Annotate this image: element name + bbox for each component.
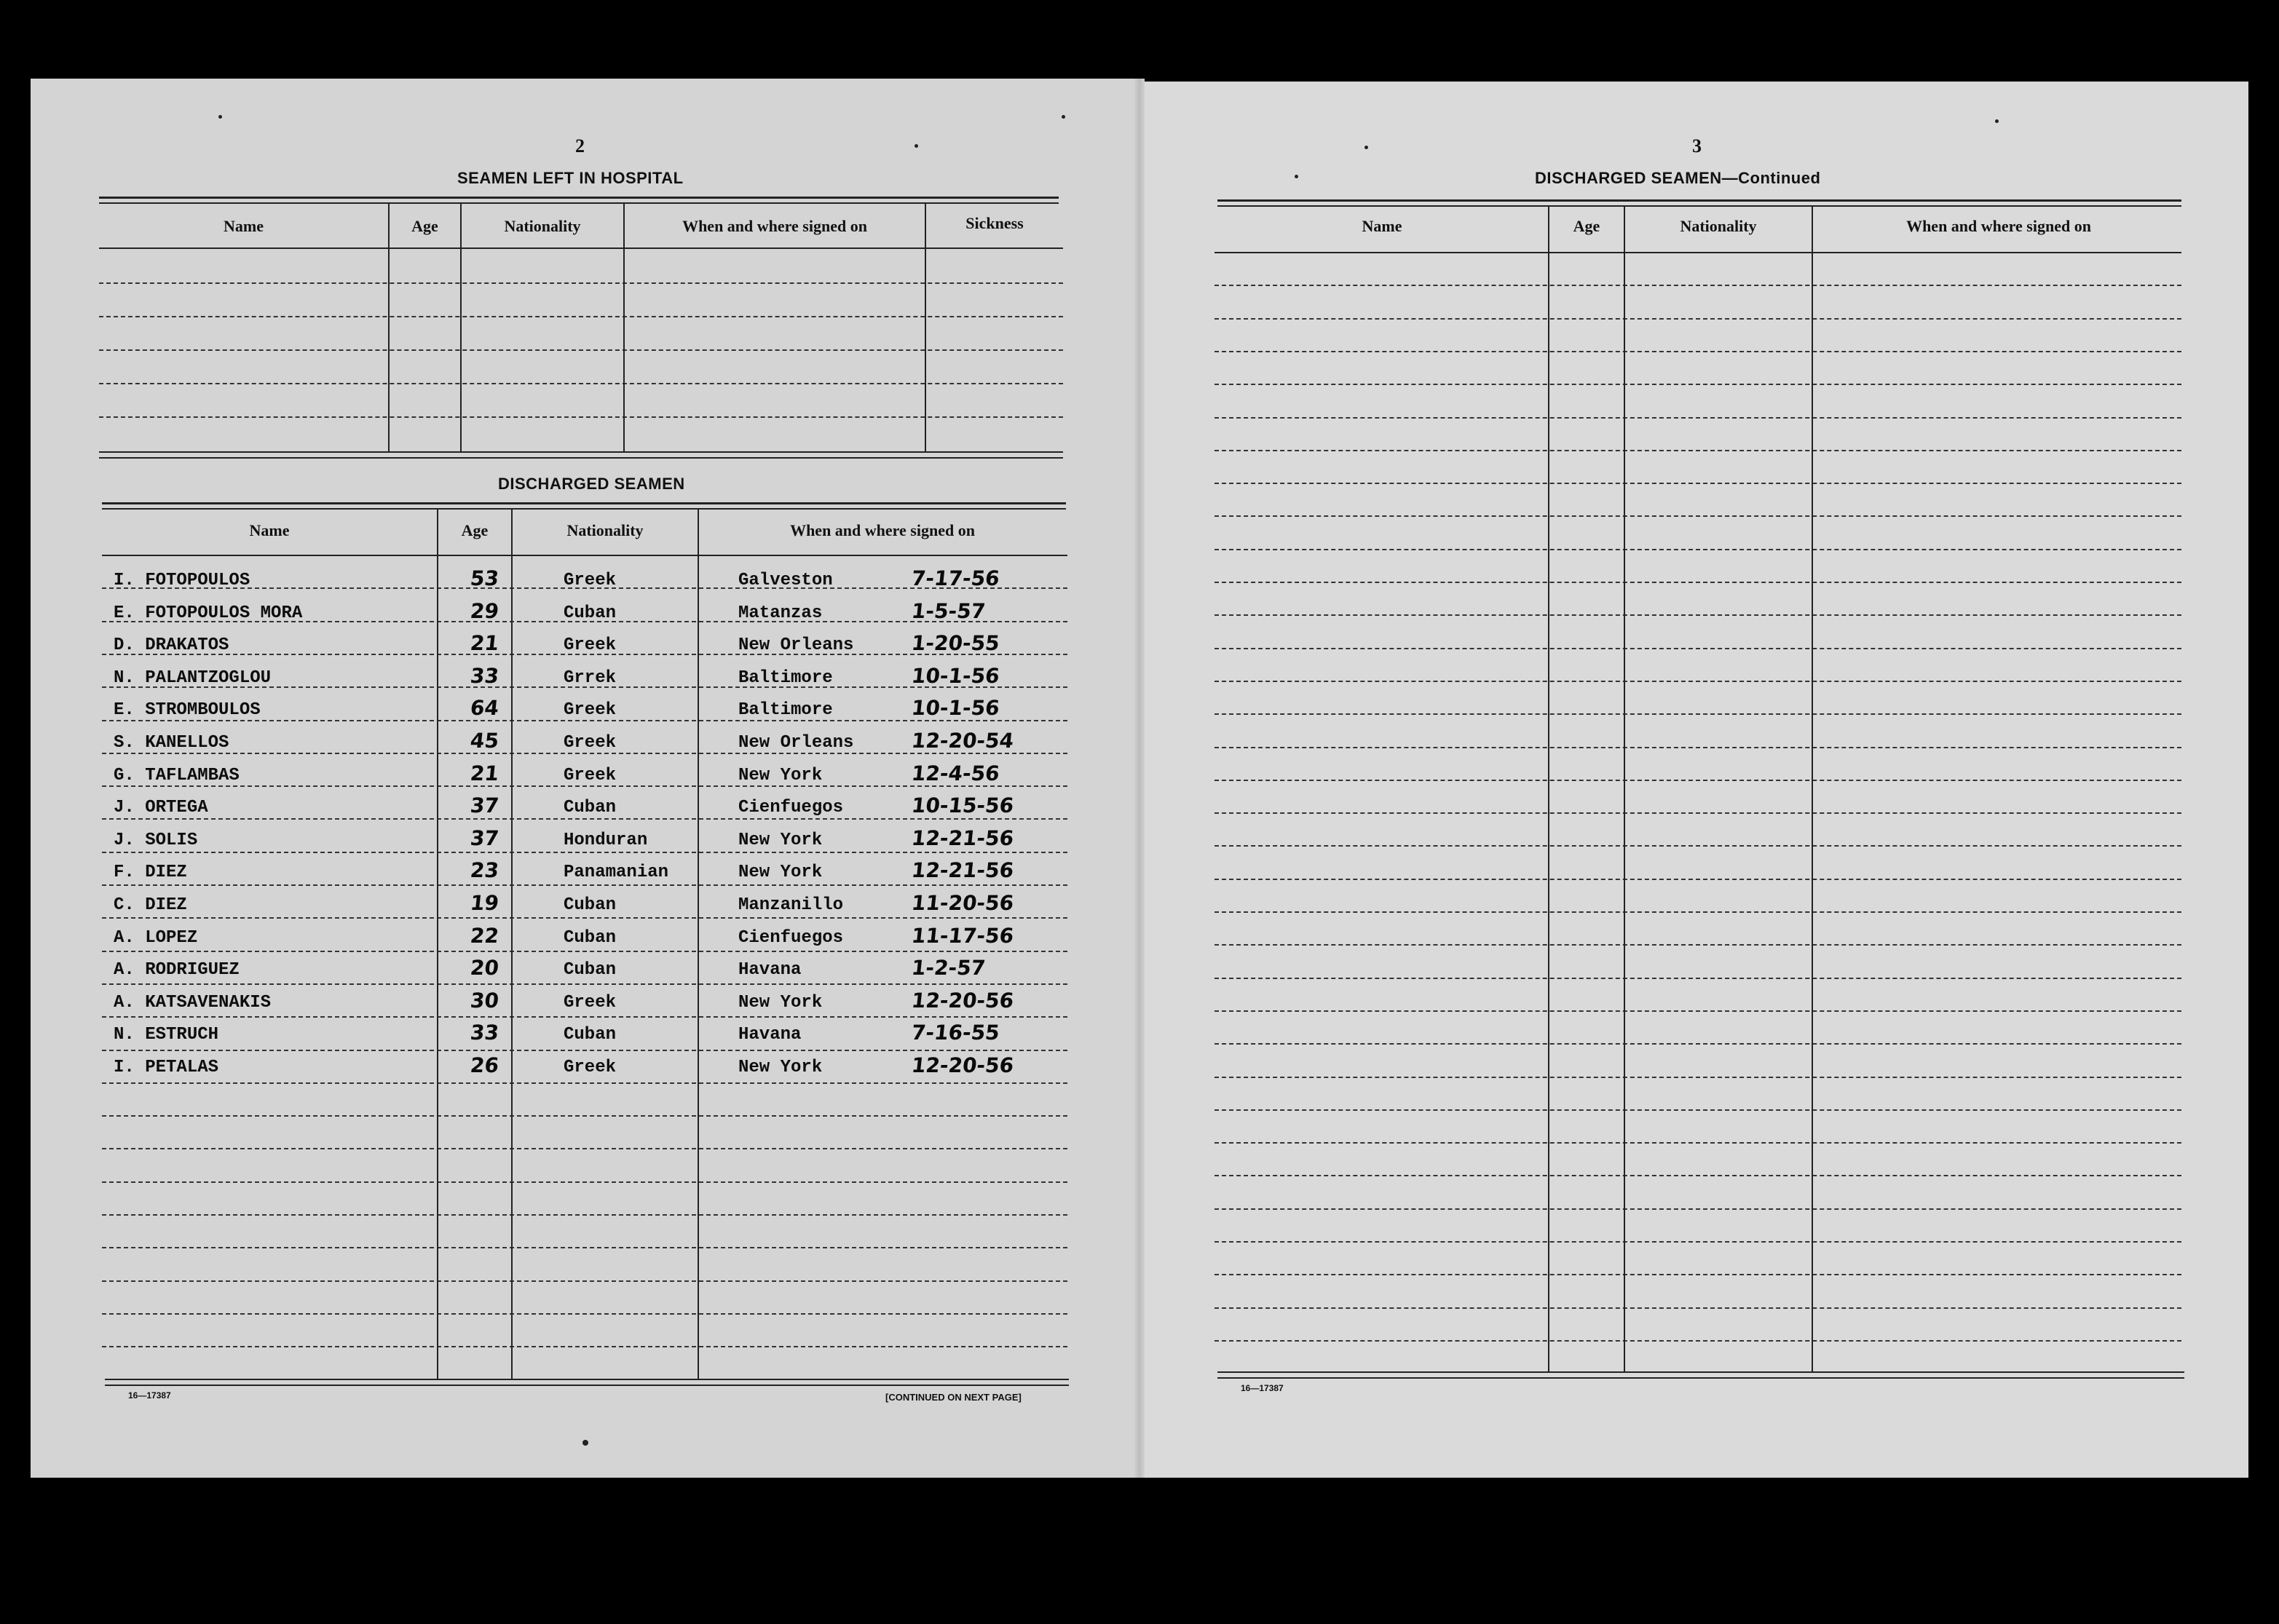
seaman-age: 37 (469, 825, 500, 850)
speck (915, 144, 918, 148)
signed-on-place: Manzanillo (738, 895, 844, 915)
row-rule (1214, 450, 2181, 451)
signed-on-date: 12-20-56 (910, 1053, 1015, 1077)
row-rule (102, 983, 1067, 985)
seaman-nationality: Cuban (564, 960, 617, 981)
seaman-name: A. LOPEZ (114, 927, 198, 948)
row-rule (1214, 879, 2181, 880)
discharged-bottom-rule (105, 1379, 1069, 1380)
row-rule (1214, 812, 2181, 814)
seaman-nationality: Greek (564, 700, 617, 721)
discharged-top-rule (102, 502, 1066, 504)
row-rule (1214, 944, 2181, 946)
row-rule (99, 316, 1063, 317)
discharged-col-divider (698, 508, 699, 1379)
seaman-age: 64 (469, 696, 500, 721)
row-rule (102, 818, 1067, 820)
speck (1295, 175, 1298, 178)
row-rule (1214, 1043, 2181, 1045)
seaman-nationality: Greek (564, 765, 617, 785)
row-rule (102, 1181, 1067, 1183)
right-header-signed-on: When and where signed on (1906, 217, 2091, 235)
row-rule (1214, 1077, 2181, 1078)
signed-on-date: 10-1-56 (910, 663, 1001, 688)
right-header-rule (1214, 252, 2181, 253)
signed-on-date: 10-15-56 (910, 793, 1015, 818)
row-rule (1214, 1307, 2181, 1309)
signed-on-date: 11-20-56 (910, 891, 1015, 915)
right-col-divider (1812, 205, 1813, 1371)
right-page-number: 3 (1692, 135, 1702, 157)
row-rule (1214, 1340, 2181, 1342)
hospital-col-divider (460, 202, 462, 451)
hospital-header-rule (99, 247, 1063, 249)
row-rule (1214, 681, 2181, 682)
right-form-number: 16—17387 (1241, 1383, 1284, 1393)
hospital-table-title: SEAMEN LEFT IN HOSPITAL (457, 169, 684, 187)
seaman-name: E. FOTOPOULOS MORA (114, 603, 303, 623)
seaman-nationality: Greek (564, 992, 617, 1013)
signed-on-date: 7-17-56 (910, 566, 1001, 590)
discharged-header-age: Age (461, 521, 489, 539)
discharged-header-nationality: Nationality (566, 521, 644, 539)
speck (1062, 115, 1065, 119)
row-rule (102, 1280, 1067, 1282)
seaman-age: 19 (469, 891, 500, 915)
continued-note: [CONTINUED ON NEXT PAGE] (885, 1392, 1022, 1403)
row-rule (102, 1082, 1067, 1084)
seaman-name: C. DIEZ (114, 895, 187, 915)
seaman-age: 37 (469, 793, 500, 818)
row-rule (1214, 713, 2181, 715)
right-header-name: Name (1362, 217, 1402, 235)
row-rule (102, 1050, 1067, 1051)
seaman-name: E. STROMBOULOS (114, 700, 261, 721)
row-rule (1214, 1142, 2181, 1144)
seaman-nationality: Cuban (564, 798, 617, 818)
right-header-nationality: Nationality (1680, 217, 1757, 235)
seaman-age: 33 (469, 663, 500, 688)
discharged-bottom-rule-2 (105, 1385, 1069, 1386)
seaman-age: 45 (469, 729, 500, 753)
speck (218, 115, 222, 119)
row-rule (102, 1247, 1067, 1248)
signed-on-date: 1-5-57 (910, 598, 987, 623)
seaman-name: I. FOTOPOULOS (114, 571, 250, 590)
signed-on-place: New Orleans (738, 733, 854, 753)
seaman-age: 29 (469, 598, 500, 623)
discharged-header-signed-on: When and where signed on (790, 521, 975, 539)
seaman-nationality: Cuban (564, 927, 617, 948)
right-col-divider (1624, 205, 1625, 1371)
seaman-name: J. ORTEGA (114, 798, 208, 818)
row-rule (102, 884, 1067, 886)
hospital-header-age: Age (411, 217, 438, 235)
row-rule (1214, 515, 2181, 517)
signed-on-date: 12-21-56 (910, 858, 1015, 883)
hospital-header-signed-on: When and where signed on (682, 217, 867, 235)
row-rule (102, 917, 1067, 919)
row-rule (1214, 978, 2181, 979)
seaman-age: 21 (469, 761, 500, 785)
signed-on-date: 12-4-56 (910, 761, 1001, 785)
discharged-top-rule-2 (102, 508, 1066, 510)
row-rule (102, 785, 1067, 787)
hospital-bottom-rule (99, 451, 1063, 453)
seaman-name: A. KATSAVENAKIS (114, 992, 272, 1013)
row-rule (102, 1016, 1067, 1018)
signed-on-date: 7-16-55 (910, 1021, 1001, 1045)
left-page-number: 2 (575, 135, 585, 157)
seaman-nationality: Greek (564, 1058, 617, 1077)
row-rule (1214, 318, 2181, 320)
row-rule (1214, 845, 2181, 847)
signed-on-place: Cienfuegos (738, 798, 844, 818)
row-rule (99, 383, 1063, 384)
row-rule (1214, 1274, 2181, 1275)
seaman-age: 20 (469, 956, 500, 981)
seaman-name: F. DIEZ (114, 863, 187, 883)
row-rule (1214, 483, 2181, 484)
row-rule (102, 852, 1067, 853)
hospital-col-divider (925, 202, 926, 451)
row-rule (1214, 1208, 2181, 1210)
hospital-col-divider (388, 202, 390, 451)
signed-on-date: 12-21-56 (910, 825, 1015, 850)
hospital-bottom-rule-2 (99, 457, 1063, 459)
hospital-col-divider (623, 202, 625, 451)
row-rule (102, 753, 1067, 754)
seaman-nationality: Greek (564, 635, 617, 656)
signed-on-place: Baltimore (738, 668, 833, 688)
row-rule (102, 951, 1067, 952)
speck (1995, 119, 1999, 123)
seaman-age: 21 (469, 631, 500, 656)
row-rule (99, 282, 1063, 284)
right-col-divider (1548, 205, 1549, 1371)
signed-on-date: 1-20-55 (910, 631, 1001, 656)
row-rule (1214, 384, 2181, 385)
signed-on-place: New York (738, 992, 823, 1013)
signed-on-place: Galveston (738, 571, 833, 590)
discharged-col-divider (437, 508, 438, 1379)
right-header-age: Age (1573, 217, 1600, 235)
hospital-top-rule (99, 197, 1059, 199)
row-rule (102, 1115, 1067, 1117)
seaman-age: 33 (469, 1021, 500, 1045)
signed-on-place: New York (738, 1058, 823, 1077)
hospital-header-nationality: Nationality (504, 217, 581, 235)
signed-on-place: Havana (738, 1025, 802, 1045)
hospital-top-rule-2 (99, 202, 1059, 204)
seaman-nationality: Cuban (564, 603, 617, 623)
signed-on-place: New Orleans (738, 635, 854, 656)
signed-on-place: Matanzas (738, 603, 823, 623)
signed-on-date: 1-2-57 (910, 956, 987, 981)
seaman-age: 22 (469, 923, 500, 948)
row-rule (1214, 911, 2181, 913)
row-rule (1214, 747, 2181, 748)
discharged-header-name: Name (249, 521, 290, 539)
row-rule (1214, 417, 2181, 419)
discharged-table-title: DISCHARGED SEAMEN (498, 475, 685, 493)
row-rule (102, 1346, 1067, 1347)
page-gutter (1134, 79, 1145, 1478)
signed-on-date: 10-1-56 (910, 696, 1001, 721)
row-rule (1214, 1010, 2181, 1012)
seaman-name: N. ESTRUCH (114, 1025, 219, 1045)
signed-on-place: Havana (738, 960, 802, 981)
discharged-col-divider (511, 508, 513, 1379)
row-rule (1214, 614, 2181, 616)
row-rule (1214, 780, 2181, 781)
seaman-nationality: Greek (564, 571, 617, 590)
seaman-name: G. TAFLAMBAS (114, 765, 240, 785)
signed-on-date: 12-20-56 (910, 988, 1015, 1013)
row-rule (1214, 1241, 2181, 1243)
right-bottom-rule-2 (1217, 1377, 2184, 1379)
signed-on-place: New York (738, 863, 823, 883)
right-top-rule (1217, 199, 2181, 202)
seaman-name: J. SOLIS (114, 830, 198, 850)
signed-on-place: New York (738, 830, 823, 850)
left-form-number: 16—17387 (128, 1390, 171, 1401)
right-top-rule-2 (1217, 205, 2181, 207)
seaman-nationality: Greek (564, 733, 617, 753)
seaman-age: 26 (469, 1053, 500, 1077)
row-rule (102, 1214, 1067, 1216)
row-rule (1214, 1109, 2181, 1111)
row-rule (1214, 285, 2181, 286)
signed-on-date: 11-17-56 (910, 923, 1015, 948)
seaman-age: 23 (469, 858, 500, 883)
row-rule (1214, 582, 2181, 583)
signed-on-place: Baltimore (738, 700, 833, 721)
seaman-name: I. PETALAS (114, 1058, 219, 1077)
discharged-header-rule (102, 555, 1067, 556)
row-rule (1214, 351, 2181, 352)
signed-on-place: New York (738, 765, 823, 785)
seaman-name: S. KANELLOS (114, 733, 229, 753)
seaman-name: N. PALANTZOGLOU (114, 668, 272, 688)
seaman-nationality: Grrek (564, 668, 617, 688)
signed-on-date: 12-20-54 (910, 729, 1015, 753)
seaman-nationality: Cuban (564, 1025, 617, 1045)
seaman-age: 53 (469, 566, 500, 590)
row-rule (99, 349, 1063, 351)
row-rule (102, 1148, 1067, 1149)
seaman-nationality: Honduran (564, 830, 648, 850)
signed-on-place: Cienfuegos (738, 927, 844, 948)
row-rule (102, 1313, 1067, 1315)
speck (1364, 146, 1368, 149)
row-rule (1214, 1175, 2181, 1176)
right-bottom-rule (1217, 1371, 2184, 1373)
row-rule (99, 416, 1063, 418)
right-table-title: DISCHARGED SEAMEN—Continued (1535, 169, 1821, 187)
seaman-nationality: Cuban (564, 895, 617, 915)
seaman-name: D. DRAKATOS (114, 635, 229, 656)
seaman-age: 30 (469, 988, 500, 1013)
hospital-header-name: Name (224, 217, 264, 235)
row-rule (1214, 549, 2181, 550)
row-rule (1214, 648, 2181, 649)
seaman-nationality: Panamanian (564, 863, 669, 883)
hospital-header-sickness: Sickness (965, 214, 1024, 232)
seaman-name: A. RODRIGUEZ (114, 960, 240, 981)
speck (582, 1440, 588, 1446)
